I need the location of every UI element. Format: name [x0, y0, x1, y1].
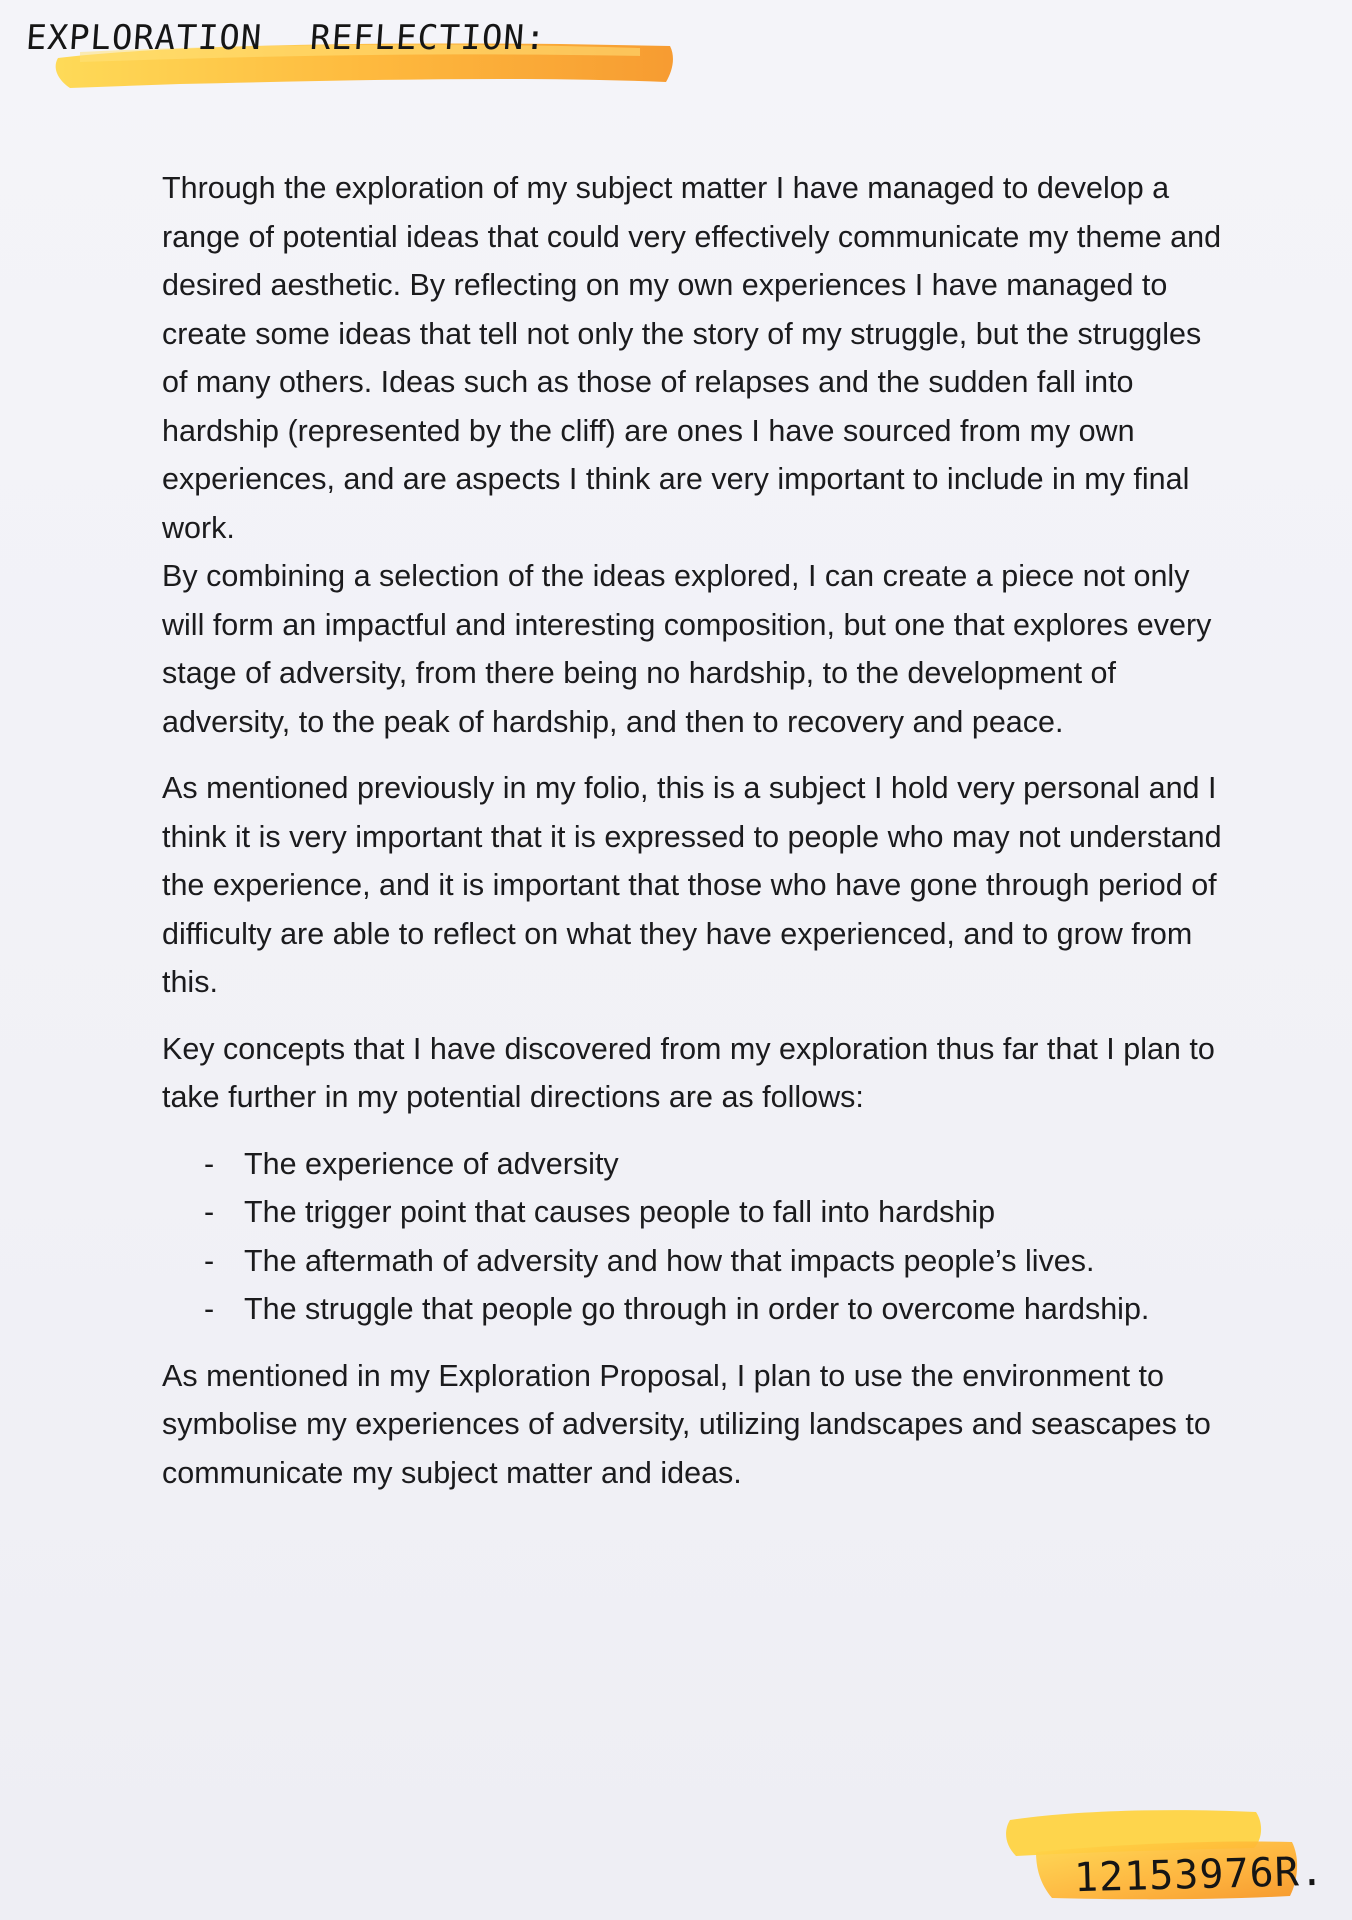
bullet-dash: - — [204, 1146, 215, 1181]
paragraph-2: By combining a selection of the ideas explored, I can create a piece not only will form an impactful and interesting composition, but one that explores every stage of adversity, from there being no hardship, to the development of adversity, to the peak of hardship, and then to recovery and peace. — [162, 559, 1212, 739]
title-word-reflection: REFLECTION: — [308, 18, 548, 58]
page-title — [25, 18, 548, 58]
bullet-dash: - — [204, 1292, 215, 1326]
paragraph-3: As mentioned previously in my folio, this is a subject I hold very personal and I think it is very important that it is expressed to people who may not understand the experience, and it is important that those who have gone through period of difficulty are able to reflect on what they have experienced, and to grow from this. — [162, 771, 1222, 999]
paragraph-5: As mentioned in my Exploration Proposal, I plan to use the environment to symbolise my experiences of adversity, utilizing landscapes and seascapes to communicate my subject matter and ideas. — [162, 1358, 1211, 1490]
list-item — [162, 1188, 1222, 1237]
title-word-exploration: EXPLORATION — [24, 18, 264, 58]
body-text — [162, 164, 1222, 1515]
bullet-dash: - — [204, 1195, 215, 1229]
paragraph-1: Through the exploration of my subject matter I have managed to develop a range of potential ideas that could very effectively communicate my theme and desired aesthetic. By reflecting on my own experiences I have managed to create some ideas that tell not only the story of my struggle, but the struggles of many others. Ideas such as those of relapses and the sudden fall into hardship (represented by the cliff) are ones I have sourced from my own experiences, and are aspects I think are very important to include in my final work. — [162, 171, 1222, 545]
list-item-text: The aftermath of adversity and how that impacts people’s lives. — [244, 1243, 1095, 1278]
list-item — [162, 1237, 1222, 1286]
list-item — [162, 1140, 1222, 1189]
student-id: 12153976R. — [1073, 1848, 1326, 1902]
bullet-dash: - — [204, 1243, 215, 1278]
list-item — [162, 1285, 1222, 1334]
key-concepts-list — [162, 1140, 1222, 1334]
list-item-text: The experience of adversity — [244, 1146, 619, 1181]
paragraph-4: Key concepts that I have discovered from my exploration thus far that I plan to take further in my potential directions are as follows: — [162, 1031, 1215, 1114]
list-item-text: The trigger point that causes people to fall into hardship — [244, 1195, 996, 1229]
list-item-text: The struggle that people go through in order to overcome hardship. — [244, 1292, 1150, 1326]
